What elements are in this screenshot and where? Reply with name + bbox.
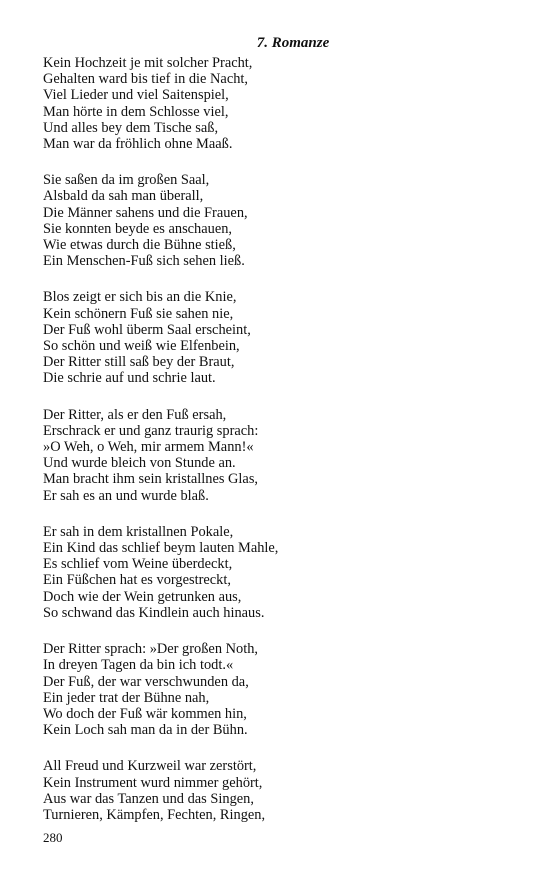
verse-line: Kein Hochzeit je mit solcher Pracht,: [43, 55, 253, 71]
verse-line: Blos zeigt er sich bis an die Knie,: [43, 289, 237, 306]
verse-line: Erschrack er und ganz traurig sprach:: [43, 422, 259, 439]
verse-line: Der Ritter, als er den Fuß ersah,: [43, 406, 227, 423]
verse-line: Doch wie der Wein getrunken aus,: [43, 588, 242, 605]
verse-line: Turnieren, Kämpfen, Fechten, Ringen,: [43, 806, 266, 823]
verse-line: Der Fuß wohl überm Saal erscheint,: [43, 321, 251, 338]
stanza: [43, 55, 513, 152]
verse-line: Man bracht ihm sein kristallnes Glas,: [43, 471, 259, 488]
poem-body: [43, 55, 513, 843]
verse-line: »O Weh, o Weh, mir armem Mann!«: [43, 439, 254, 456]
verse-line: Es schlief vom Weine überdeckt,: [43, 556, 233, 573]
stanza: [43, 641, 513, 738]
verse-line: Und wurde bleich von Stunde an.: [43, 455, 236, 472]
verse-line: Alsbald da sah man überall,: [43, 188, 204, 205]
verse-line: Der Fuß, der war verschwunden da,: [43, 673, 249, 690]
stanza: [43, 758, 513, 823]
verse-line: Die schrie auf und schrie laut.: [43, 370, 216, 387]
verse-line: Man war da fröhlich ohne Maaß.: [43, 136, 233, 153]
verse-line: Wo doch der Fuß wär kommen hin,: [43, 705, 247, 722]
verse-line: Er sah in dem kristallnen Pokale,: [43, 523, 234, 540]
verse-line: Sie saßen da im großen Saal,: [43, 172, 210, 189]
verse-line: So schön und weiß wie Elfenbein,: [43, 338, 240, 355]
verse-line: All Freud und Kurzweil war zerstört,: [43, 758, 257, 775]
verse-line: Der Ritter still saß bey der Braut,: [43, 354, 235, 371]
verse-line: Man hörte in dem Schlosse viel,: [43, 103, 229, 120]
stanza: [43, 524, 513, 621]
verse-line: Kein schönern Fuß sie sahen nie,: [43, 305, 234, 322]
verse-line: Der Ritter sprach: »Der großen Noth,: [43, 641, 258, 658]
verse-line: Ein Kind das schlief beym lauten Mahle,: [43, 540, 279, 557]
verse-line: Kein Loch sah man da in der Bühn.: [43, 722, 248, 739]
verse-line: Die Männer sahens und die Frauen,: [43, 204, 248, 221]
verse-line: Und alles bey dem Tische saß,: [43, 119, 219, 136]
verse-line: Viel Lieder und viel Saitenspiel,: [43, 87, 229, 104]
verse-line: Gehalten ward bis tief in die Nacht,: [43, 71, 248, 88]
verse-line: Ein jeder trat der Bühne nah,: [43, 689, 210, 706]
verse-line: Sie konnten beyde es anschauen,: [43, 220, 233, 237]
verse-line: In dreyen Tagen da bin ich todt.«: [43, 657, 234, 674]
verse-line: Ein Füßchen hat es vorgestreckt,: [43, 572, 231, 589]
verse-line: Ein Menschen-Fuß sich sehen ließ.: [43, 253, 245, 270]
verse-line: Kein Instrument wurd nimmer gehört,: [43, 774, 263, 791]
stanza: [43, 407, 513, 504]
stanza: [43, 289, 513, 386]
poem-title: 7. Romanze: [256, 35, 330, 51]
verse-line: Wie etwas durch die Bühne stieß,: [43, 237, 236, 254]
verse-line: Aus war das Tanzen und das Singen,: [43, 790, 254, 807]
page-number: 280: [43, 830, 63, 845]
stanza: [43, 172, 513, 269]
verse-line: So schwand das Kindlein auch hinaus.: [43, 604, 265, 621]
verse-line: Er sah es an und wurde blaß.: [43, 487, 209, 504]
